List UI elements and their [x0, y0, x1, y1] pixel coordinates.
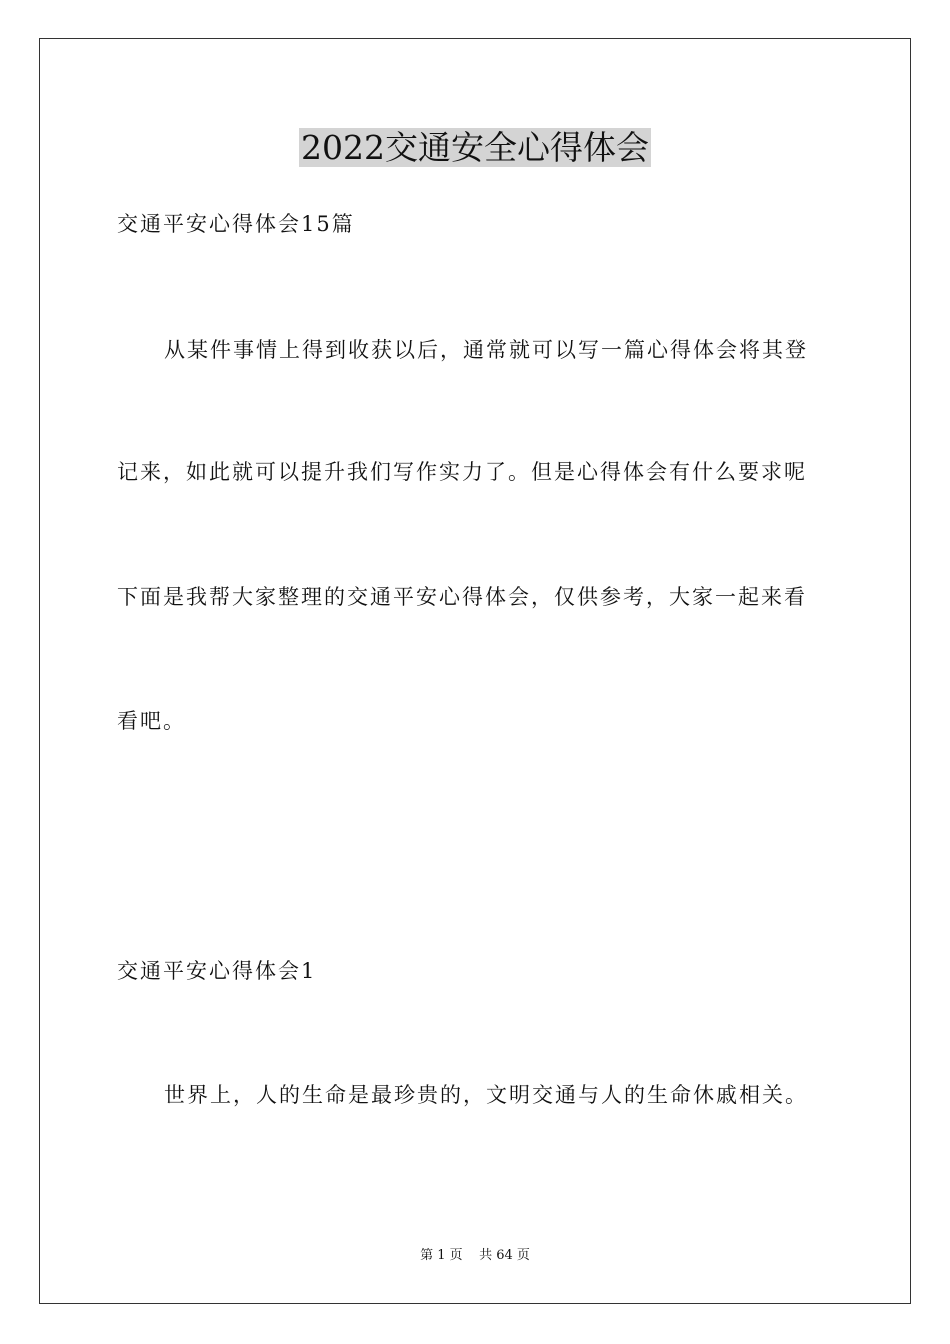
document-subtitle: 交通平安心得体会15篇 — [117, 212, 355, 236]
intro-paragraph-line-4: 看吧。 — [117, 709, 186, 733]
intro-paragraph-line-1: 从某件事情上得到收获以后，通常就可以写一篇心得体会将其登 — [164, 338, 808, 362]
intro-paragraph-line-2: 记来，如此就可以提升我们写作实力了。但是心得体会有什么要求呢 — [117, 460, 807, 484]
document-title-text: 2022交通安全心得体会 — [301, 128, 649, 167]
document-title — [0, 128, 950, 168]
page-number-footer: 第 1 页 共 64 页 — [420, 1248, 530, 1263]
section-paragraph-line-1: 世界上，人的生命是最珍贵的，文明交通与人的生命休戚相关。 — [164, 1083, 808, 1107]
section-heading: 交通平安心得体会1 — [117, 959, 317, 983]
intro-paragraph-line-3: 下面是我帮大家整理的交通平安心得体会，仅供参考，大家一起来看 — [117, 585, 807, 609]
